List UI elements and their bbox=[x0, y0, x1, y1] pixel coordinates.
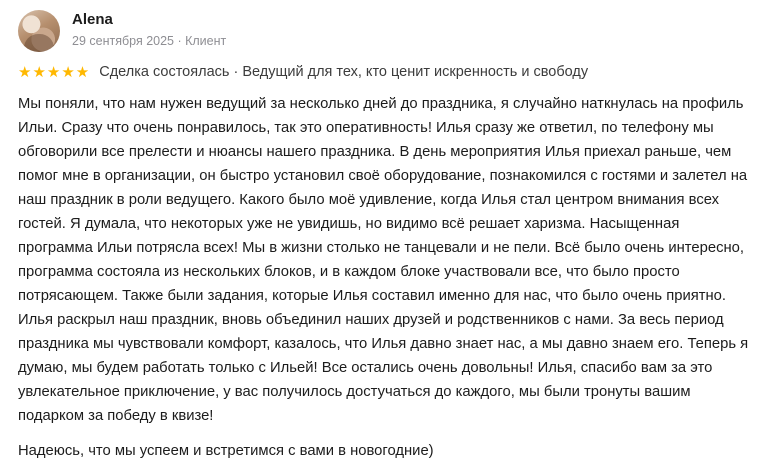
avatar[interactable] bbox=[18, 10, 60, 52]
review-meta: 29 сентября 2025 · Клиент bbox=[72, 34, 227, 48]
author-name[interactable]: Alena bbox=[72, 11, 113, 28]
review-header bbox=[18, 10, 755, 52]
review-body bbox=[18, 92, 755, 463]
star-rating-icon: ★★★★★ bbox=[18, 63, 91, 81]
author-block bbox=[72, 10, 226, 49]
deal-status-text: Сделка состоялась · Ведущий для тех, кто ценит искренность и свободу bbox=[99, 64, 589, 80]
review-paragraph: Надеюсь, что мы успеем и встретимся с вами в новогодние) bbox=[18, 443, 434, 459]
rating-row bbox=[18, 63, 755, 81]
review-paragraph: Мы поняли, что нам нужен ведущий за несколько дней до праздника, я случайно наткнулась на профиль Ильи. Сразу что очень понравилось, так это оперативность! Илья сразу же ответил, по телефону мы обговорили все прелести и нюансы нашего праздника. В день мероприятия Илья приехал раньше, чем помог мне в организации, он быстро установил своё оборудование, познакомился с гостями и залетел на наш праздник в роли ведущего. Какого было моё удивление, когда Илья стал центром внимания всех гостей. Я думала, что некоторых уже не увидишь, но видимо всё решает харизма. Насыщенная программа Ильи потрясла всех! Мы в жизни столько не танцевали и не пели. Всё было очень интересно, программа состояла из нескольких блоков, и в каждом блоке участвовали все, что было просто потрясающем. Также были задания, которые Илья составил именно для нас, что было очень приятно. Илья раскрыл наш праздник, вновь объединил наших друзей и родственников с нами. За весь период праздника мы чувствовали комфорт, казалось, что Илья давно знает нас, а мы давно знаем его. Теперь я думаю, мы будем работать только с Ильей! Все остались очень довольны! Илья, спасибо вам за это увлекательное приключение, у вас получилось достучаться до каждого, мы были тронуты вашим подарком за победу в квизе! bbox=[18, 96, 749, 424]
